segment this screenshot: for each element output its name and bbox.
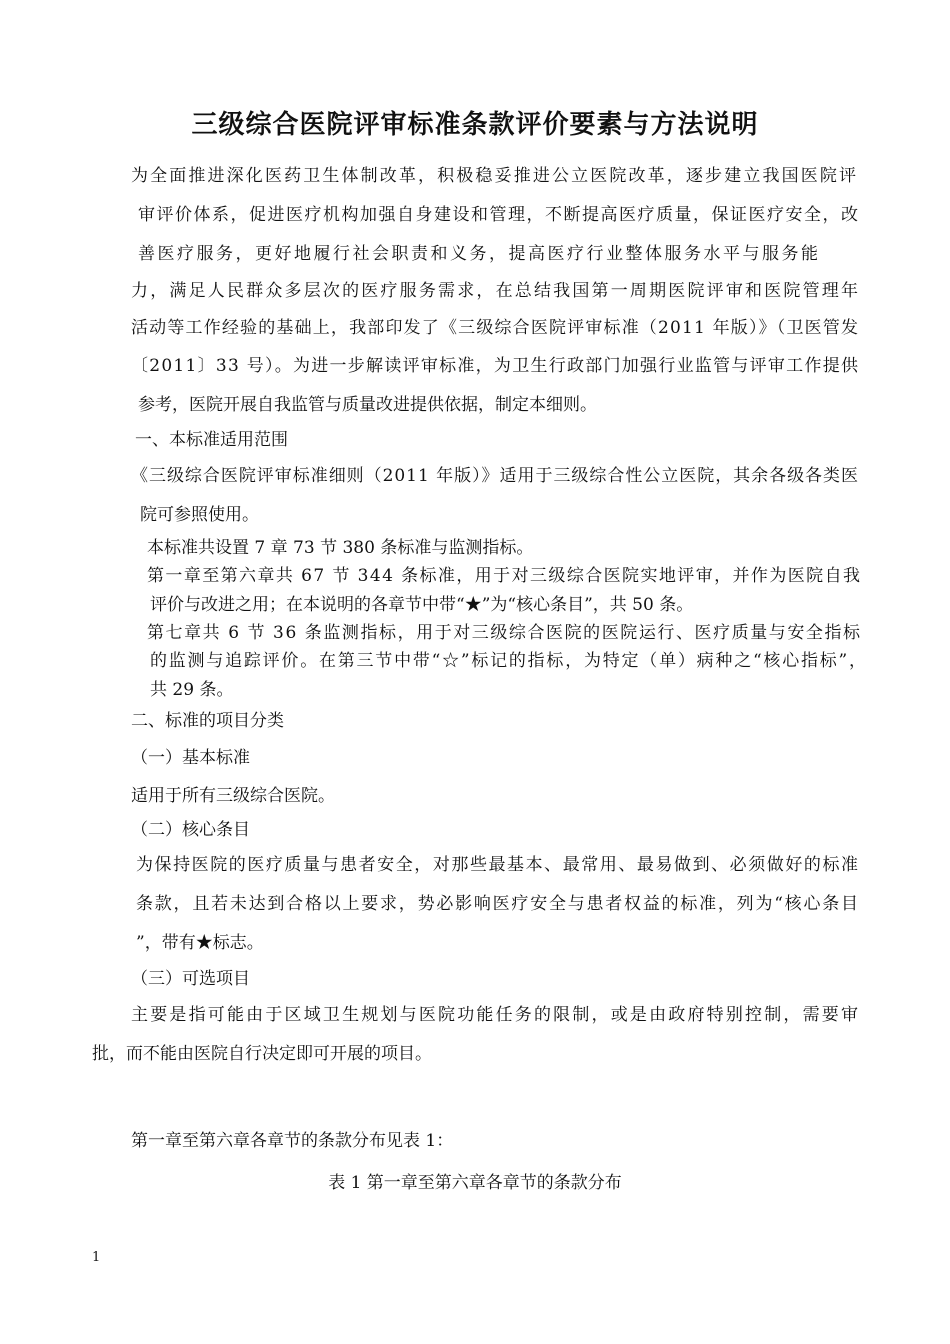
table-caption: 表 1 第一章至第六章各章节的条款分布 (328, 1173, 622, 1193)
text-line: 力，满足人民群众多层次的医疗服务需求，在总结我国第一周期医院评审和医院管理年 (131, 281, 861, 301)
text-line: 〔2011〕33 号）。为进一步解读评审标准，为卫生行政部门加强行业监管与评审工作提供 (131, 356, 860, 376)
section-heading: 一、本标准适用范围 (135, 430, 288, 450)
subsection-heading: （三）可选项目 (131, 969, 250, 989)
text-line: 本标准共设置 7 章 73 节 380 条标准与监测指标。 (147, 538, 534, 558)
text-line: 第一章至第六章各章节的条款分布见表 1： (131, 1131, 454, 1151)
text-line: 活动等工作经验的基础上，我部印发了《三级综合医院评审标准（2011 年版）》（卫医管发 (131, 318, 860, 338)
text-line: 适用于所有三级综合医院。 (131, 786, 335, 806)
text-line: 第七章共 6 节 36 条监测指标，用于对三级综合医院的医院运行、医疗质量与安全指标 (147, 623, 862, 643)
subsection-heading: （二）核心条目 (131, 820, 250, 840)
text-line: 善医疗服务，更好地履行社会职责和义务，提高医疗行业整体服务水平与服务能 (138, 244, 821, 264)
document-title: 三级综合医院评审标准条款评价要素与方法说明 (191, 110, 759, 140)
text-line: 参考，医院开展自我监管与质量改进提供依据，制定本细则。 (138, 395, 597, 415)
text-line: 为保持医院的医疗质量与患者安全，对那些最基本、最常用、最易做到、必须做好的标准 (136, 855, 860, 875)
text-line: 条款，且若未达到合格以上要求，势必影响医疗安全与患者权益的标准，列为“核心条目 (136, 894, 860, 914)
text-line: ”，带有★标志。 (136, 933, 264, 953)
text-line: 第一章至第六章共 67 节 344 条标准，用于对三级综合医院实地评审，并作为医院自我 (147, 566, 862, 586)
text-line: 院可参照使用。 (140, 505, 259, 525)
text-line: 评价与改进之用；在本说明的各章节中带“★”为“核心条目”，共 50 条。 (150, 595, 694, 615)
text-line: 《三级综合医院评审标准细则（2011 年版）》适用于三级综合性公立医院，其余各级各类医 (131, 466, 859, 486)
text-line: 主要是指可能由于区域卫生规划与医院功能任务的限制，或是由政府特别控制，需要审 (131, 1005, 861, 1025)
page-number: 1 (92, 1250, 101, 1265)
subsection-heading: （一）基本标准 (131, 748, 250, 768)
text-line: 为全面推进深化医药卫生体制改革，积极稳妥推进公立医院改革，逐步建立我国医院评 (131, 166, 859, 186)
text-line: 审评价体系，促进医疗机构加强自身建设和管理，不断提高医疗质量，保证医疗安全，改 (138, 205, 860, 225)
text-line: 批，而不能由医院自行决定即可开展的项目。 (92, 1044, 432, 1064)
text-line: 的监测与追踪评价。在第三节中带“☆”标记的指标，为特定（单）病种之“核心指标”， (150, 651, 868, 671)
text-line: 共 29 条。 (150, 680, 234, 700)
section-heading: 二、标准的项目分类 (131, 711, 284, 731)
